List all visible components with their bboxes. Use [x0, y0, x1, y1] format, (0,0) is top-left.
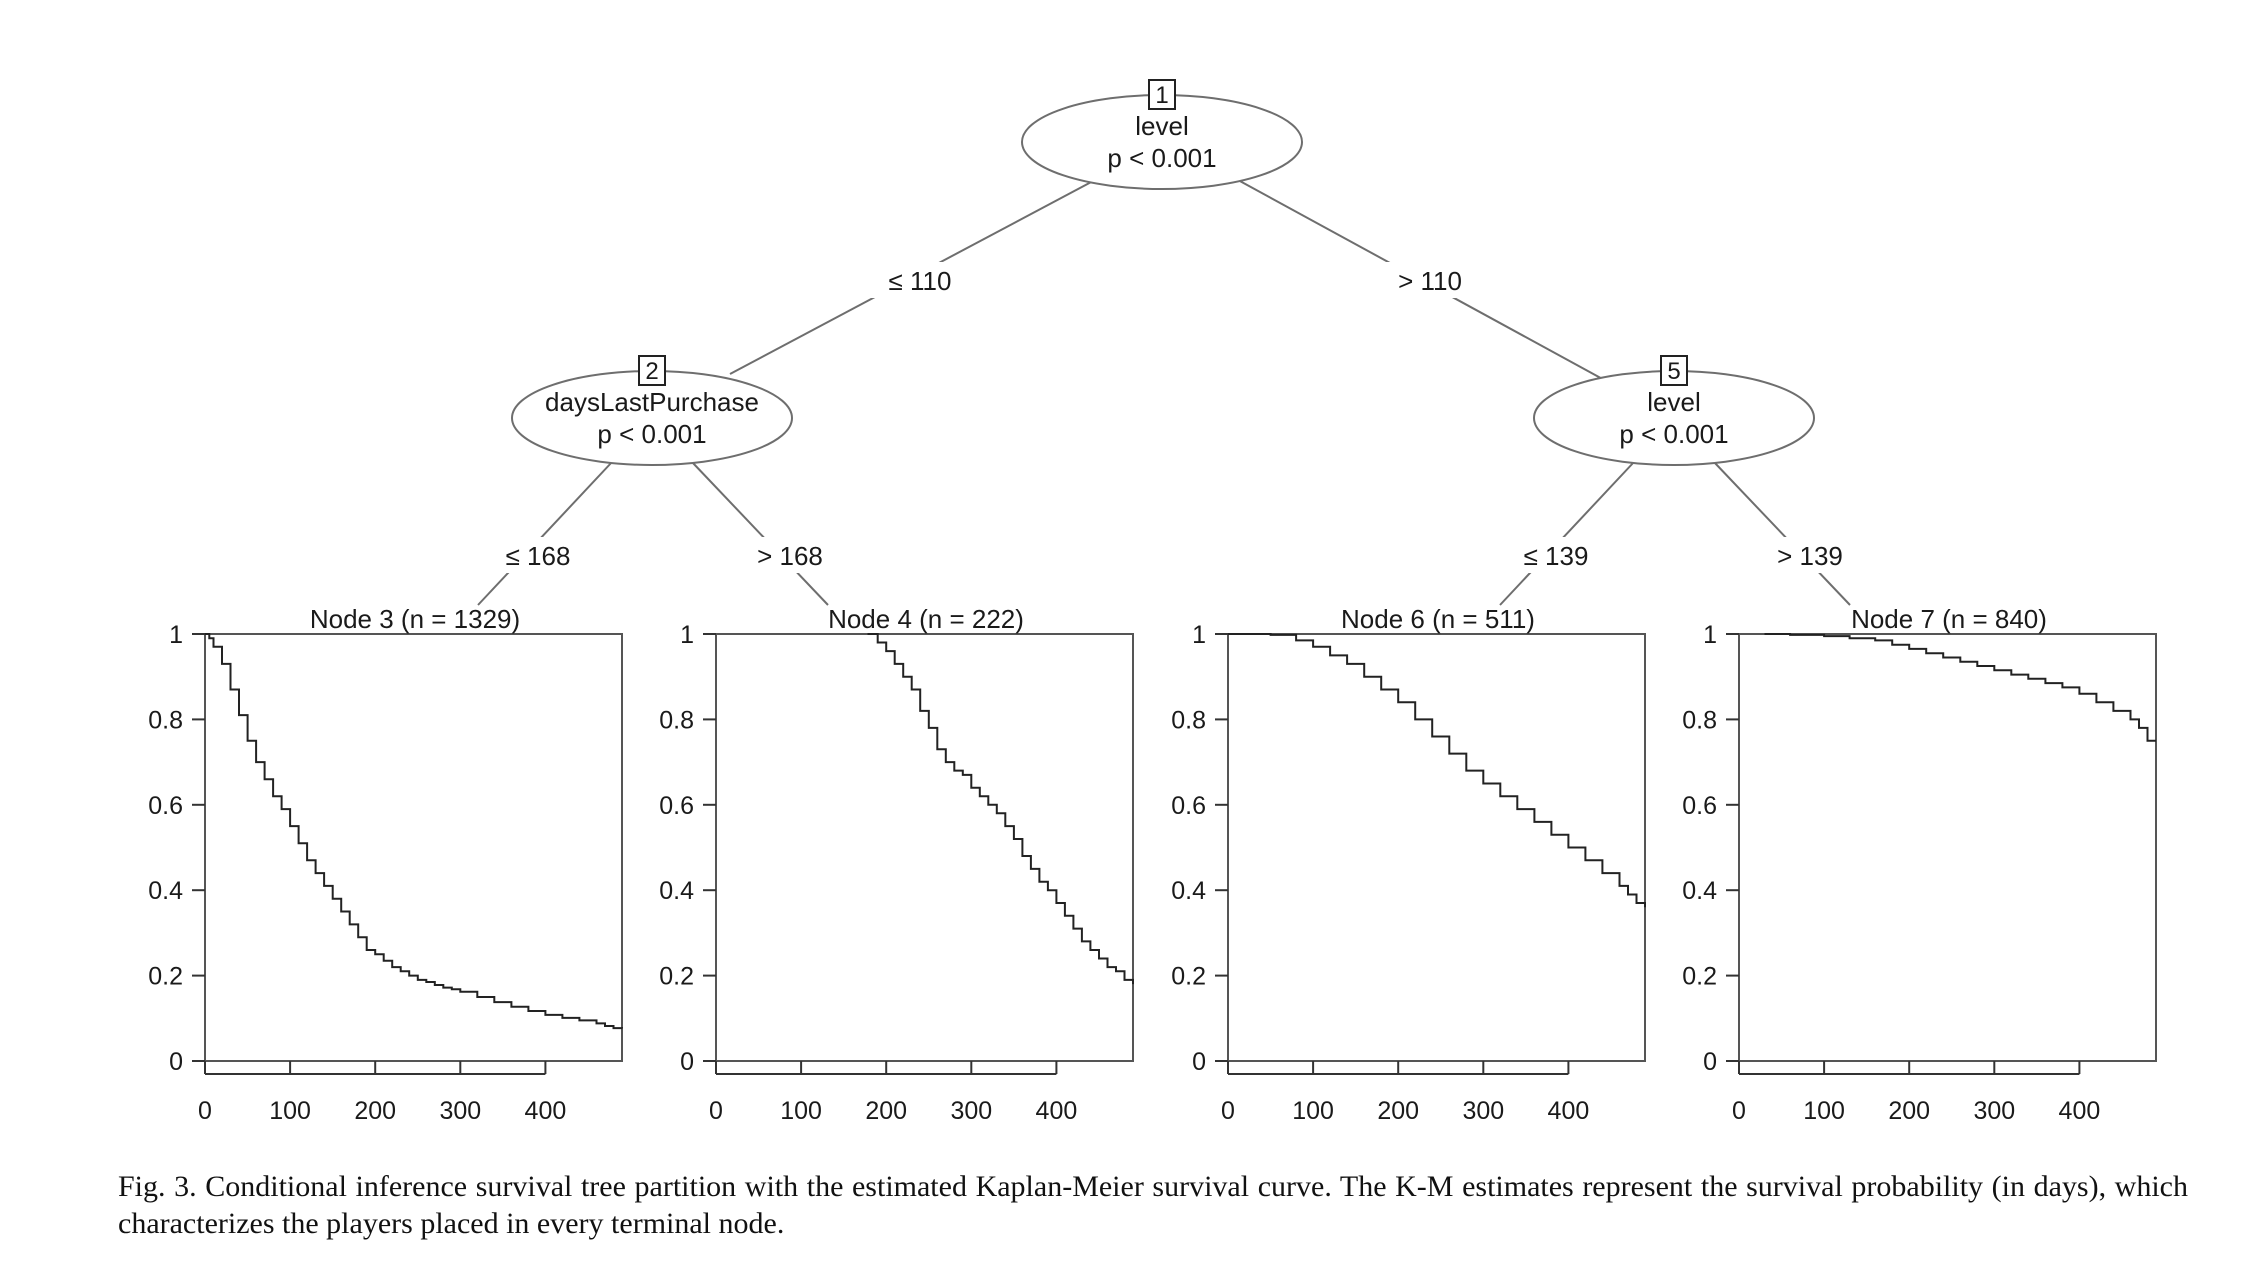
node-id: 5	[1667, 358, 1681, 385]
y-tick-label: 0.2	[148, 962, 183, 991]
x-tick-label: 300	[439, 1097, 482, 1125]
node-pvalue: p < 0.001	[1107, 143, 1217, 173]
y-axis	[659, 621, 716, 1076]
plot-frame	[716, 634, 1133, 1061]
plot-frame	[1739, 634, 2156, 1061]
y-tick-label: 1	[169, 621, 183, 649]
y-tick-label: 0.8	[1171, 706, 1206, 735]
y-axis	[1171, 621, 1228, 1076]
tree-node-2	[512, 356, 792, 465]
x-tick-label: 200	[865, 1097, 908, 1125]
node-pvalue: p < 0.001	[1619, 419, 1729, 449]
node-id: 2	[645, 358, 659, 385]
km-panel-3	[1171, 604, 1645, 1125]
panel-title: Node 4 (n = 222)	[828, 604, 1024, 634]
y-tick-label: 1	[1192, 621, 1206, 649]
y-tick-label: 0.6	[1171, 791, 1206, 820]
x-tick-label: 400	[1547, 1097, 1590, 1125]
edge-5-6	[1500, 462, 1634, 605]
node-variable: daysLastPurchase	[545, 387, 759, 417]
x-tick-label: 100	[269, 1097, 311, 1125]
y-axis	[1682, 621, 1739, 1076]
survival-curve	[205, 634, 622, 1029]
y-tick-label: 0	[1192, 1048, 1206, 1076]
edge-label-2-4: > 168	[757, 541, 823, 571]
x-tick-label: 400	[1035, 1097, 1078, 1125]
x-tick-label: 400	[524, 1097, 567, 1125]
x-axis	[1221, 1061, 1589, 1125]
x-tick-label: 200	[354, 1097, 397, 1125]
survival-curve	[1228, 634, 1645, 907]
y-tick-label: 0	[680, 1048, 694, 1076]
x-tick-label: 100	[1803, 1097, 1845, 1125]
km-panel-1	[148, 604, 622, 1125]
plot-frame	[205, 634, 622, 1061]
y-tick-label: 0.4	[1682, 877, 1717, 906]
edge-label-5-6: ≤ 139	[1523, 541, 1589, 571]
y-tick-label: 0.8	[1682, 706, 1717, 735]
y-tick-label: 0.4	[1171, 877, 1206, 906]
y-tick-label: 0	[1703, 1048, 1717, 1076]
x-axis	[709, 1061, 1077, 1125]
node-id: 1	[1155, 82, 1169, 109]
y-tick-label: 0.2	[659, 962, 694, 991]
y-tick-label: 1	[680, 621, 694, 649]
x-tick-label: 0	[198, 1097, 212, 1125]
x-tick-label: 100	[780, 1097, 822, 1125]
panel-title: Node 7 (n = 840)	[1851, 604, 2047, 634]
x-tick-label: 200	[1888, 1097, 1931, 1125]
panel-title: Node 6 (n = 511)	[1341, 604, 1535, 634]
panel-title: Node 3 (n = 1329)	[309, 604, 521, 634]
y-tick-label: 0.8	[148, 706, 183, 735]
edge-label-1-2: ≤ 110	[888, 266, 952, 296]
y-tick-label: 0.4	[659, 877, 694, 906]
km-panel-2	[659, 604, 1133, 1125]
tree-node-5	[1534, 356, 1814, 465]
edge-label-5-7: > 139	[1777, 541, 1843, 571]
node-variable: level	[1135, 111, 1189, 141]
x-tick-label: 300	[1973, 1097, 2016, 1125]
y-axis	[148, 621, 205, 1076]
node-variable: level	[1647, 387, 1701, 417]
x-tick-label: 0	[1221, 1097, 1235, 1125]
edge-2-4	[692, 462, 828, 605]
y-tick-label: 0.6	[148, 791, 183, 820]
x-axis	[198, 1061, 566, 1125]
node-pvalue: p < 0.001	[597, 419, 707, 449]
x-tick-label: 400	[2058, 1097, 2101, 1125]
x-tick-label: 100	[1292, 1097, 1334, 1125]
km-panel-4	[1682, 604, 2156, 1125]
y-tick-label: 0.8	[659, 706, 694, 735]
x-tick-label: 300	[950, 1097, 993, 1125]
x-axis	[1732, 1061, 2100, 1125]
edge-5-7	[1714, 462, 1850, 605]
survival-curve	[868, 634, 1134, 984]
km-panels	[148, 604, 2156, 1125]
y-tick-label: 0.4	[148, 877, 183, 906]
x-tick-label: 300	[1462, 1097, 1505, 1125]
edge-label-2-3: ≤ 168	[505, 541, 571, 571]
y-tick-label: 1	[1703, 621, 1717, 649]
y-tick-label: 0.2	[1682, 962, 1717, 991]
survival-curve	[1765, 634, 2157, 741]
x-tick-label: 200	[1377, 1097, 1420, 1125]
tree-node-1	[1022, 80, 1302, 189]
x-tick-label: 0	[709, 1097, 723, 1125]
y-tick-label: 0.6	[659, 791, 694, 820]
edge-label-1-5: > 110	[1398, 266, 1462, 296]
x-tick-label: 0	[1732, 1097, 1746, 1125]
edge-2-3	[478, 462, 612, 605]
y-tick-label: 0	[169, 1048, 183, 1076]
y-tick-label: 0.6	[1682, 791, 1717, 820]
figure-caption: Fig. 3. Conditional inference survival tree partition with the estimated Kaplan-Meier survival curve. The K-M estimates represent the survival probability (in days), which characterizes the players placed in every terminal node.	[118, 1170, 2188, 1240]
y-tick-label: 0.2	[1171, 962, 1206, 991]
